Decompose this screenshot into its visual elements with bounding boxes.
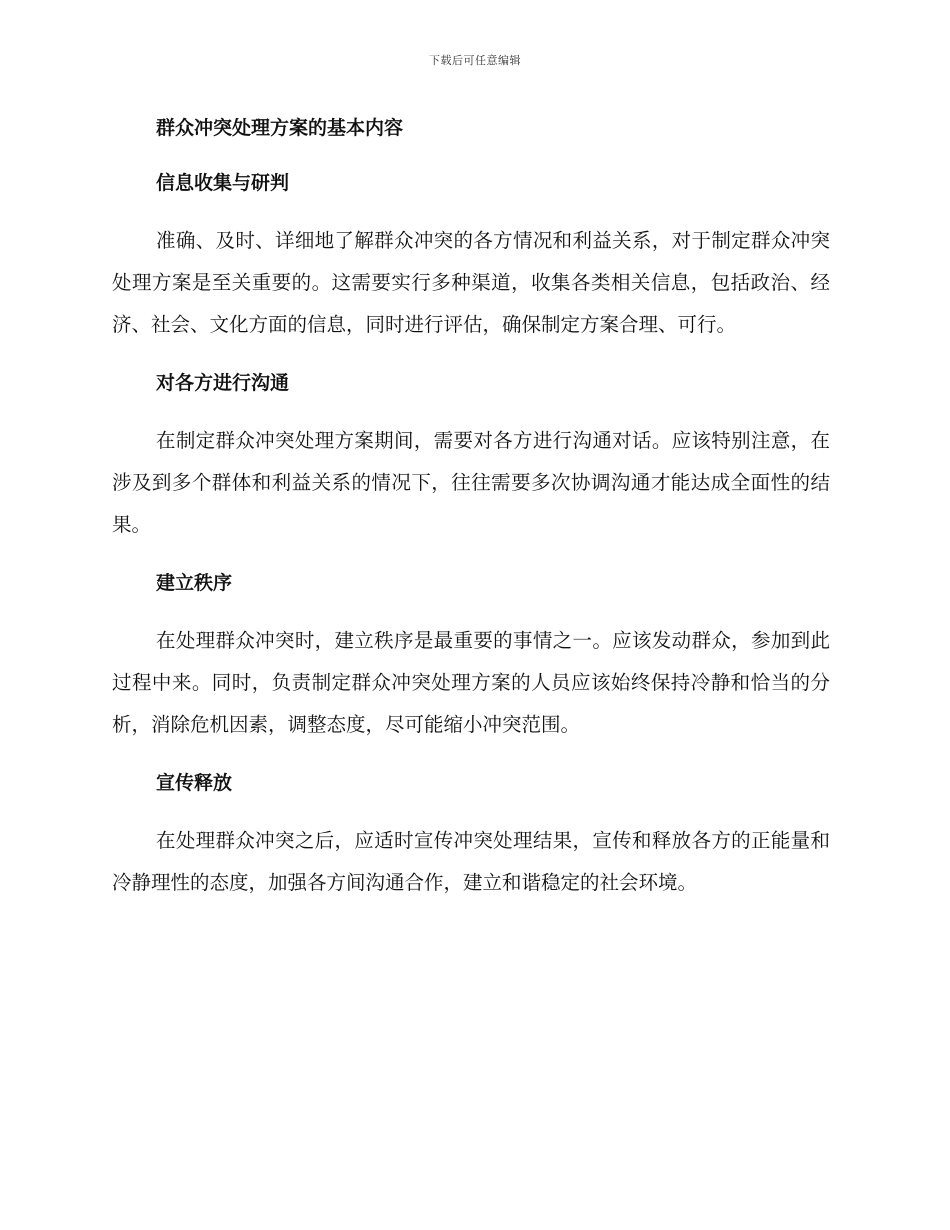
section-body-order: 在处理群众冲突时，建立秩序是最重要的事情之一。应该发动群众，参加到此过程中来。同时，负责制定群众冲突处理方案的人员应该始终保持冷静和恰当的分析，消除危机因素，调整态度，尽可能缩小冲突范围。 xyxy=(112,629,830,736)
section-heading-publicity: 宣传释放 xyxy=(156,772,233,794)
section-body-communication: 在制定群众冲突处理方案期间，需要对各方进行沟通对话。应该特别注意，在涉及到多个群体和利益关系的情况下，往往需要多次协调沟通才能达成全面性的结果。 xyxy=(112,429,830,536)
section-heading-order: 建立秩序 xyxy=(156,572,233,594)
section-heading-communication: 对各方进行沟通 xyxy=(156,372,290,394)
section-body-info-collection: 准确、及时、详细地了解群众冲突的各方情况和利益关系，对于制定群众冲突处理方案是至关重要的。这需要实行多种渠道，收集各类相关信息，包括政治、经济、社会、文化方面的信息，同时进行评估，确保制定方案合理、可行。 xyxy=(112,229,830,336)
section-heading-info-collection: 信息收集与研判 xyxy=(156,172,290,194)
document-body xyxy=(112,110,830,904)
page-header: 下载后可任意编辑 xyxy=(429,54,521,67)
section-body-publicity: 在处理群众冲突之后，应适时宣传冲突处理结果，宣传和释放各方的正能量和冷静理性的态度，加强各方间沟通合作，建立和谐稳定的社会环境。 xyxy=(112,829,830,894)
document-title: 群众冲突处理方案的基本内容 xyxy=(156,117,404,139)
